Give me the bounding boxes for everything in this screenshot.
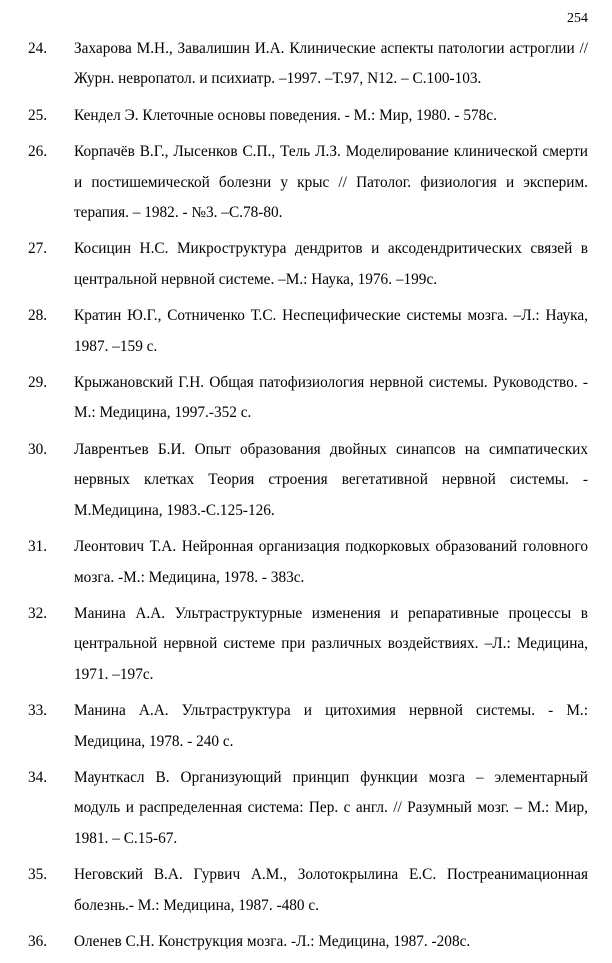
reference-list [28,34,588,963]
reference-text: Кендел Э. Клеточные основы поведения. - М.: Мир, 1980. - 578с. [74,106,497,124]
reference-item [28,763,588,854]
reference-item [28,301,588,362]
reference-number: 29. [28,374,48,392]
reference-text: Косицин Н.С. Микроструктура дендритов и аксодендритических связей в центральной нервной системе. –М.: Наука, 1976. –199с. [74,240,588,288]
reference-item [28,435,588,526]
reference-text: Манина А.А. Ультраструктура и цитохимия нервной системы. - М.: Медицина, 1978. - 240 с. [74,702,588,750]
reference-item [28,927,588,957]
reference-number: 31. [28,538,48,556]
reference-number: 25. [28,106,48,124]
reference-text: Захарова М.Н., Завалишин И.А. Клинические аспекты патологии астроглии // Журн. невропатол. и психиатр. –1997. –Т.97, N12. – С.100-103. [74,40,588,88]
reference-number: 24. [28,40,48,57]
reference-item [28,101,588,131]
reference-text: Манина А.А. Ультраструктурные изменения и репаративные процессы в центральной нервной системе при различных воздействиях. –Л.: Медицина, 1971. –197с. [74,604,588,683]
reference-text: Крыжановский Г.Н. Общая патофизиология нервной системы. Руководство. - М.: Медицина, 1997.-352 с. [74,374,588,422]
reference-item [28,599,588,690]
reference-text: Кратин Ю.Г., Сотниченко Т.С. Неспецифические системы мозга. –Л.: Наука, 1987. –159 с. [74,307,588,355]
reference-number: 33. [28,702,48,720]
reference-item [28,234,588,295]
reference-text: Лаврентьев Б.И. Опыт образования двойных синапсов на симпатических нервных клетках Теория строения вегетативной нервной системы. - М.Медицина, 1983.-С.125-126. [74,440,588,519]
reference-text: Корпачёв В.Г., Лысенков С.П., Тель Л.З. Моделирование клинической смерти и постишемической болезни у крыс // Патолог. физиология и эксперим. терапия. – 1982. - №3. –С.78-80. [74,143,588,222]
reference-number: 28. [28,307,48,325]
reference-number: 27. [28,240,48,258]
reference-text: Оленев С.Н. Конструкция мозга. -Л.: Медицина, 1987. -208с. [74,932,471,950]
reference-text: Леонтович Т.А. Нейронная организация подкорковых образований головного мозга. -М.: Медицина, 1978. - 383с. [74,538,588,586]
reference-number: 35. [28,866,48,884]
reference-item [28,860,588,921]
reference-text: Маунткасл В. Организующий принцип функции мозга – элементарный модуль и распределенная система: Пер. с англ. // Разумный мозг. – М.: Мир, 1981. – С.15-67. [74,768,588,847]
reference-item [28,137,588,228]
reference-number: 36. [28,932,48,950]
reference-text: Неговский В.А. Гурвич А.М., Золотокрылина Е.С. Постреанимационная болезнь.- М.: Медицина, 1987. -480 с. [74,866,588,914]
reference-item [28,532,588,593]
reference-number: 34. [28,768,48,786]
reference-number: 30. [28,440,48,458]
page-number: 254 [567,11,588,26]
reference-item [28,34,588,95]
reference-number: 32. [28,604,48,622]
reference-item [28,368,588,429]
reference-number: 26. [28,143,48,161]
reference-item [28,696,588,757]
